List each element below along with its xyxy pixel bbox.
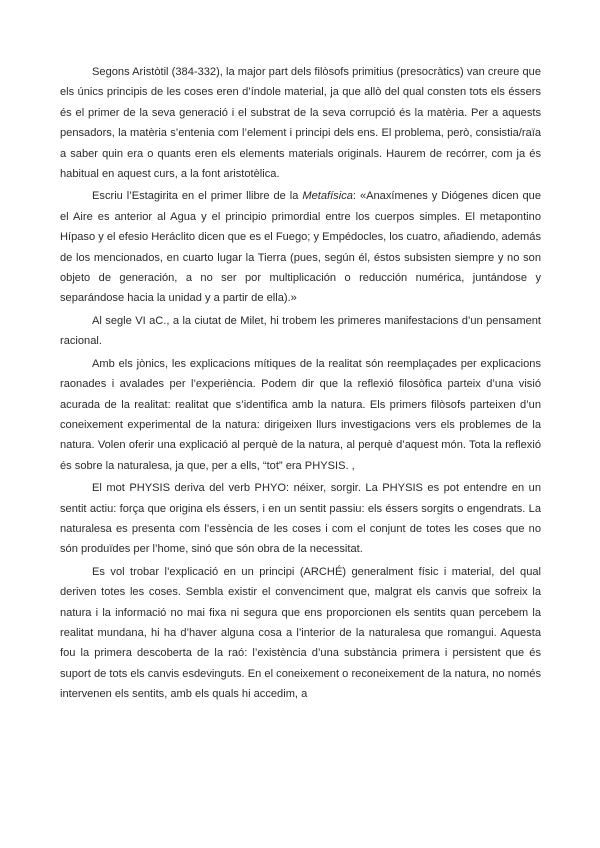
paragraph-aristotil: Segons Aristòtil (384-332), la major part dels filòsofs primitius (presocràtics) van creure que els únics principis de les coses eren d’índole material, ja que allò del qual consten tots els éssers és el primer de la seva generació i el substrat de la seva corrupció és la matèria. Per a aquests pensadors, la matèria s’entenia com l’element i principi dels ens. El problema, però, consistia/raïa a saber quin era o quants eren els elements materials originals. Haurem de recórrer, com ja és habitual en aquest curs, a la font aristotèlica. bbox=[60, 66, 541, 181]
quote-intro: Escriu l’Estagirita en el primer llibre de la bbox=[92, 190, 303, 203]
paragraph-metafisica-quote bbox=[60, 186, 541, 308]
document-page bbox=[60, 62, 541, 707]
paragraph-jonics: Amb els jònics, les explicacions mítiques de la realitat són reemplaçades per explicacions raonades i avalades per l’experiència. Podem dir que la reflexió filosòfica parteix d’una visió acurada de la realitat: realitat que s’identifica amb la natura. Els primers filòsofs parteixen d’un coneixement experimental de la natura: dirigeixen llurs investigacions vers els problemes de la natura. Volen oferir una explicació al perquè de la natura, al perquè d’aquest món. Tota la reflexió és sobre la naturalesa, ja que, per a ells, “tot” era PHYSIS. , bbox=[60, 357, 541, 472]
quote-text: : «Anaxímenes y Diógenes dicen que el Aire es anterior al Agua y el principio primordial entre los cuerpos simples. El metapontino Hípaso y el efesio Heráclito dicen que es el Fuego; y Empédocles, los cuatro, añadiendo, además de los mencionados, en cuarto lugar la Tierra (pues, según él, éstos subsisten siempre y no son objeto de generación, a no ser por multiplicación o reducción numérica, juntándose y separándose hacia la unidad y a partir de ella).» bbox=[60, 190, 542, 305]
paragraph-arche: Es vol trobar l’explicació en un principi (ARCHÉ) generalment físic i material, del qual deriven totes les coses. Sembla existir el convenciment que, malgrat els canvis que sofreix la natura i la informació no mai fixa ni segura que ens proporcionen els sentits quan percebem la realitat mundana, hi ha d’haver alguna cosa a l’interior de la naturalesa que romangui. Aquesta fou la primera descoberta de la raó: l’existència d’una substància primera i persistent que és suport de tots els canvis esdevinguts. En el coneixement o reconeixement de la natura, no només intervenen els sentits, amb els quals hi accedim, a bbox=[60, 565, 541, 701]
paragraph-milet: Al segle VI aC., a la ciutat de Milet, hi trobem les primeres manifestacions d’un pensament racional. bbox=[60, 314, 541, 348]
paragraph-physis: El mot PHYSIS deriva del verb PHYO: néixer, sorgir. La PHYSIS es pot entendre en un sentit actiu: força que origina els éssers, i en un sentit passiu: els éssers sorgits o engendrats. La naturalesa es presenta com l’essència de les coses i com el conjunt de totes les coses que no són produïdes per l’home, sinó que són obra de la necessitat. bbox=[60, 482, 541, 556]
book-title: Metafísica bbox=[302, 190, 353, 203]
